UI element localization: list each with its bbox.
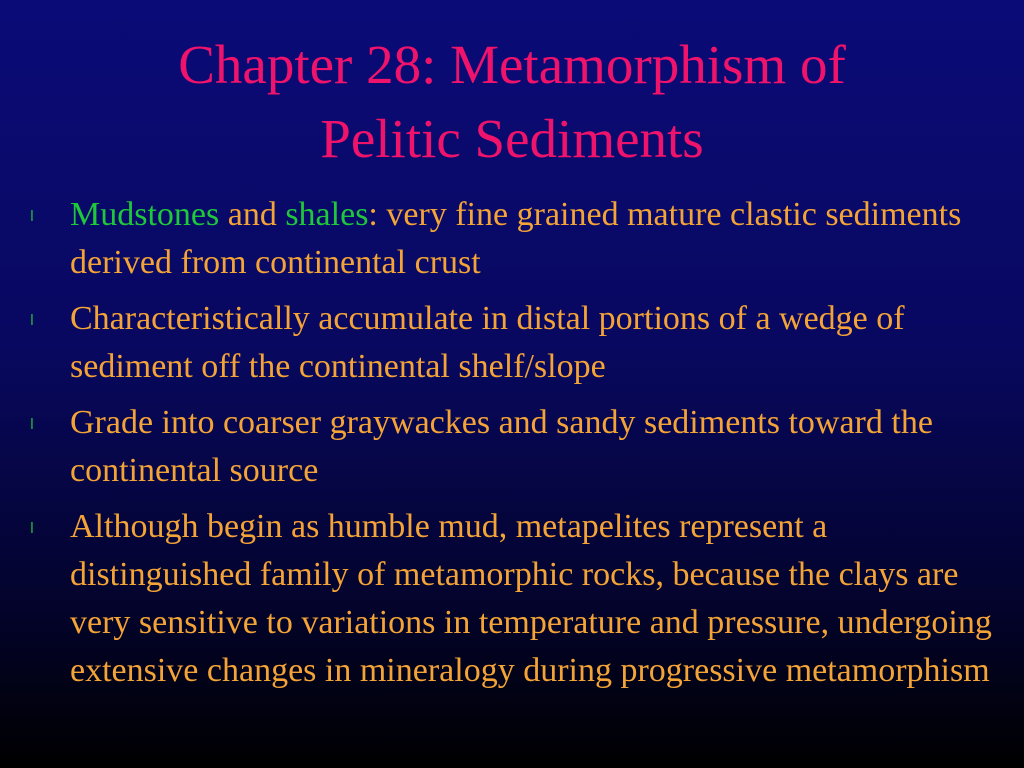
title-line-1: Chapter 28: Metamorphism of (178, 34, 846, 95)
bullet-text: Although begin as humble mud, metapelites represent a distinguished family of metamorphic rocks, because the clays are very sensitive to variations in temperature and pressure, undergoing extensive changes in mineralogy during progressive metamorphism (70, 508, 992, 689)
connector-text: and (219, 196, 286, 233)
bullet-icon: l (30, 209, 34, 225)
bullet-text: Characteristically accumulate in distal portions of a wedge of sediment off the continental shelf/slope (70, 300, 905, 385)
bullet-text: : very fine grained mature clastic sediments derived from continental crust (70, 196, 962, 281)
slide-title (0, 28, 1024, 176)
bullet-text: Grade into coarser graywackes and sandy sediments toward the continental source (70, 404, 933, 489)
bullet-icon: l (30, 313, 34, 329)
bullet-item (30, 503, 1000, 695)
bullet-list (30, 191, 1000, 703)
bullet-icon: l (30, 417, 34, 433)
bullet-item (30, 399, 1000, 495)
title-line-2: Pelitic Sediments (320, 108, 704, 169)
bullet-item (30, 191, 1000, 287)
highlight-term: Mudstones (70, 196, 220, 233)
bullet-icon: l (30, 521, 34, 537)
bullet-item (30, 295, 1000, 391)
highlight-term: shales (285, 196, 369, 233)
